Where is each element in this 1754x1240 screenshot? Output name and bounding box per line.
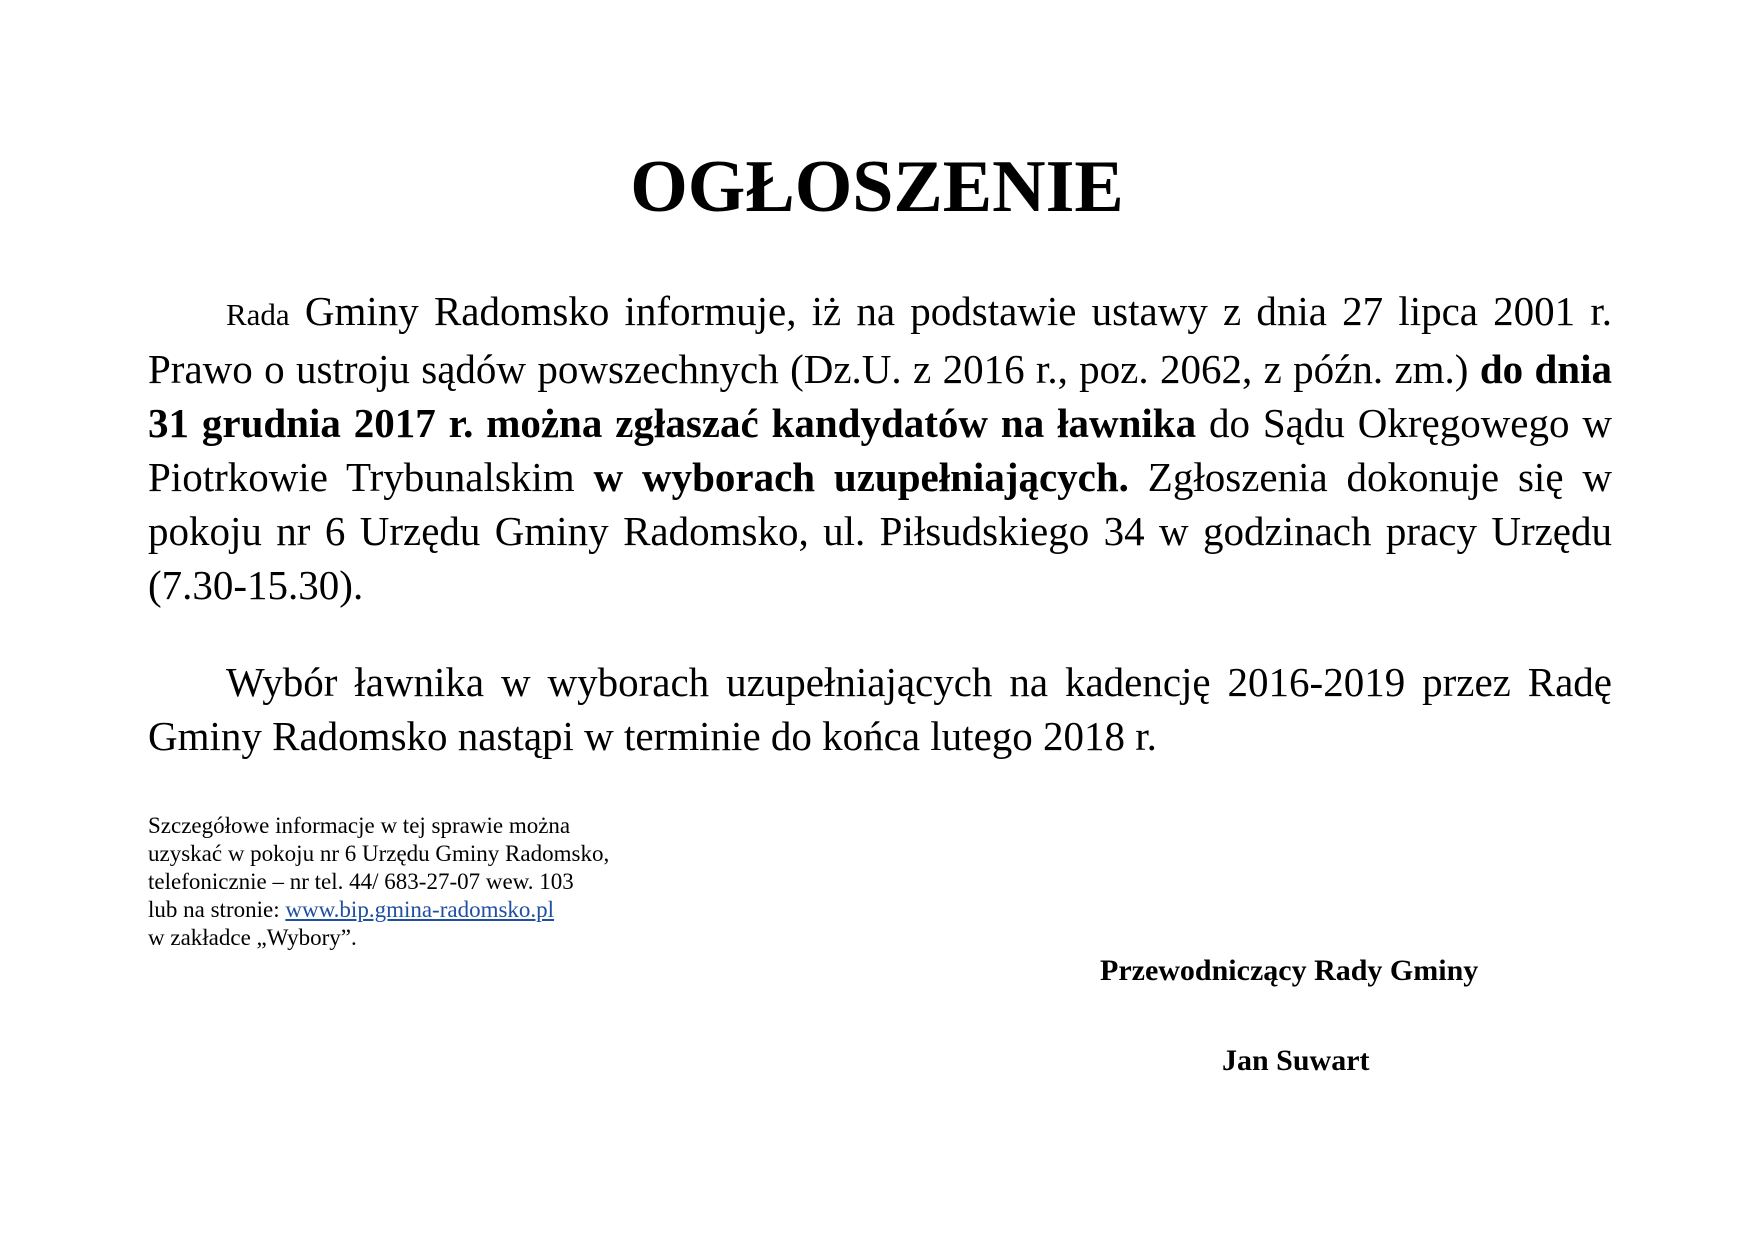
paragraph-text-2: do Sądu Okręgowego w Piotrkowie Trybunalskim	[148, 400, 1612, 500]
paragraph-text-1: Gminy Radomsko informuje, iż na podstawie ustawy z dnia 27 lipca 2001 r. Prawo o ustroju sądów powszechnych (Dz.U. z 2016 r., poz. 2062, z późn. zm.)	[148, 288, 1612, 392]
paragraph-text-3: Zgłoszenia dokonuje się w pokoju nr 6 Urzędu Gminy Radomsko, ul. Piłsudskiego 34 w godzinach pracy Urzędu (7.30-15.30).	[148, 454, 1612, 608]
info-note	[148, 812, 708, 952]
paragraph-first-word: Rada	[226, 297, 290, 332]
note-link-prefix: lub na stronie:	[148, 897, 286, 922]
announcement-paragraph	[148, 284, 1612, 612]
deadline-bold-text: do dnia 31 grudnia 2017 r. można zgłaszać kandydatów na ławnika	[148, 346, 1612, 446]
elections-bold-text: w wyborach uzupełniających.	[593, 454, 1129, 500]
note-line-1: Szczegółowe informacje w tej sprawie można	[148, 813, 571, 838]
bip-website-link[interactable]: www.bip.gmina-radomsko.pl	[285, 897, 555, 922]
signature-name: Jan Suwart	[1222, 1044, 1370, 1077]
page-title: OGŁOSZENIE	[630, 146, 1124, 228]
election-paragraph: Wybór ławnika w wyborach uzupełniających na kadencję 2016-2019 przez Radę Gminy Radomsko nastąpi w terminie do końca lutego 2018 r.	[148, 659, 1612, 759]
note-line-2: uzyskać w pokoju nr 6 Urzędu Gminy Radomsko,	[148, 841, 610, 866]
signature-title: Przewodniczący Rady Gminy	[1100, 954, 1479, 987]
note-line-3: telefonicznie – nr tel. 44/ 683-27-07 wew. 103	[148, 869, 574, 894]
note-line-4	[148, 896, 708, 924]
note-line-5: w zakładce „Wybory”.	[148, 925, 357, 950]
